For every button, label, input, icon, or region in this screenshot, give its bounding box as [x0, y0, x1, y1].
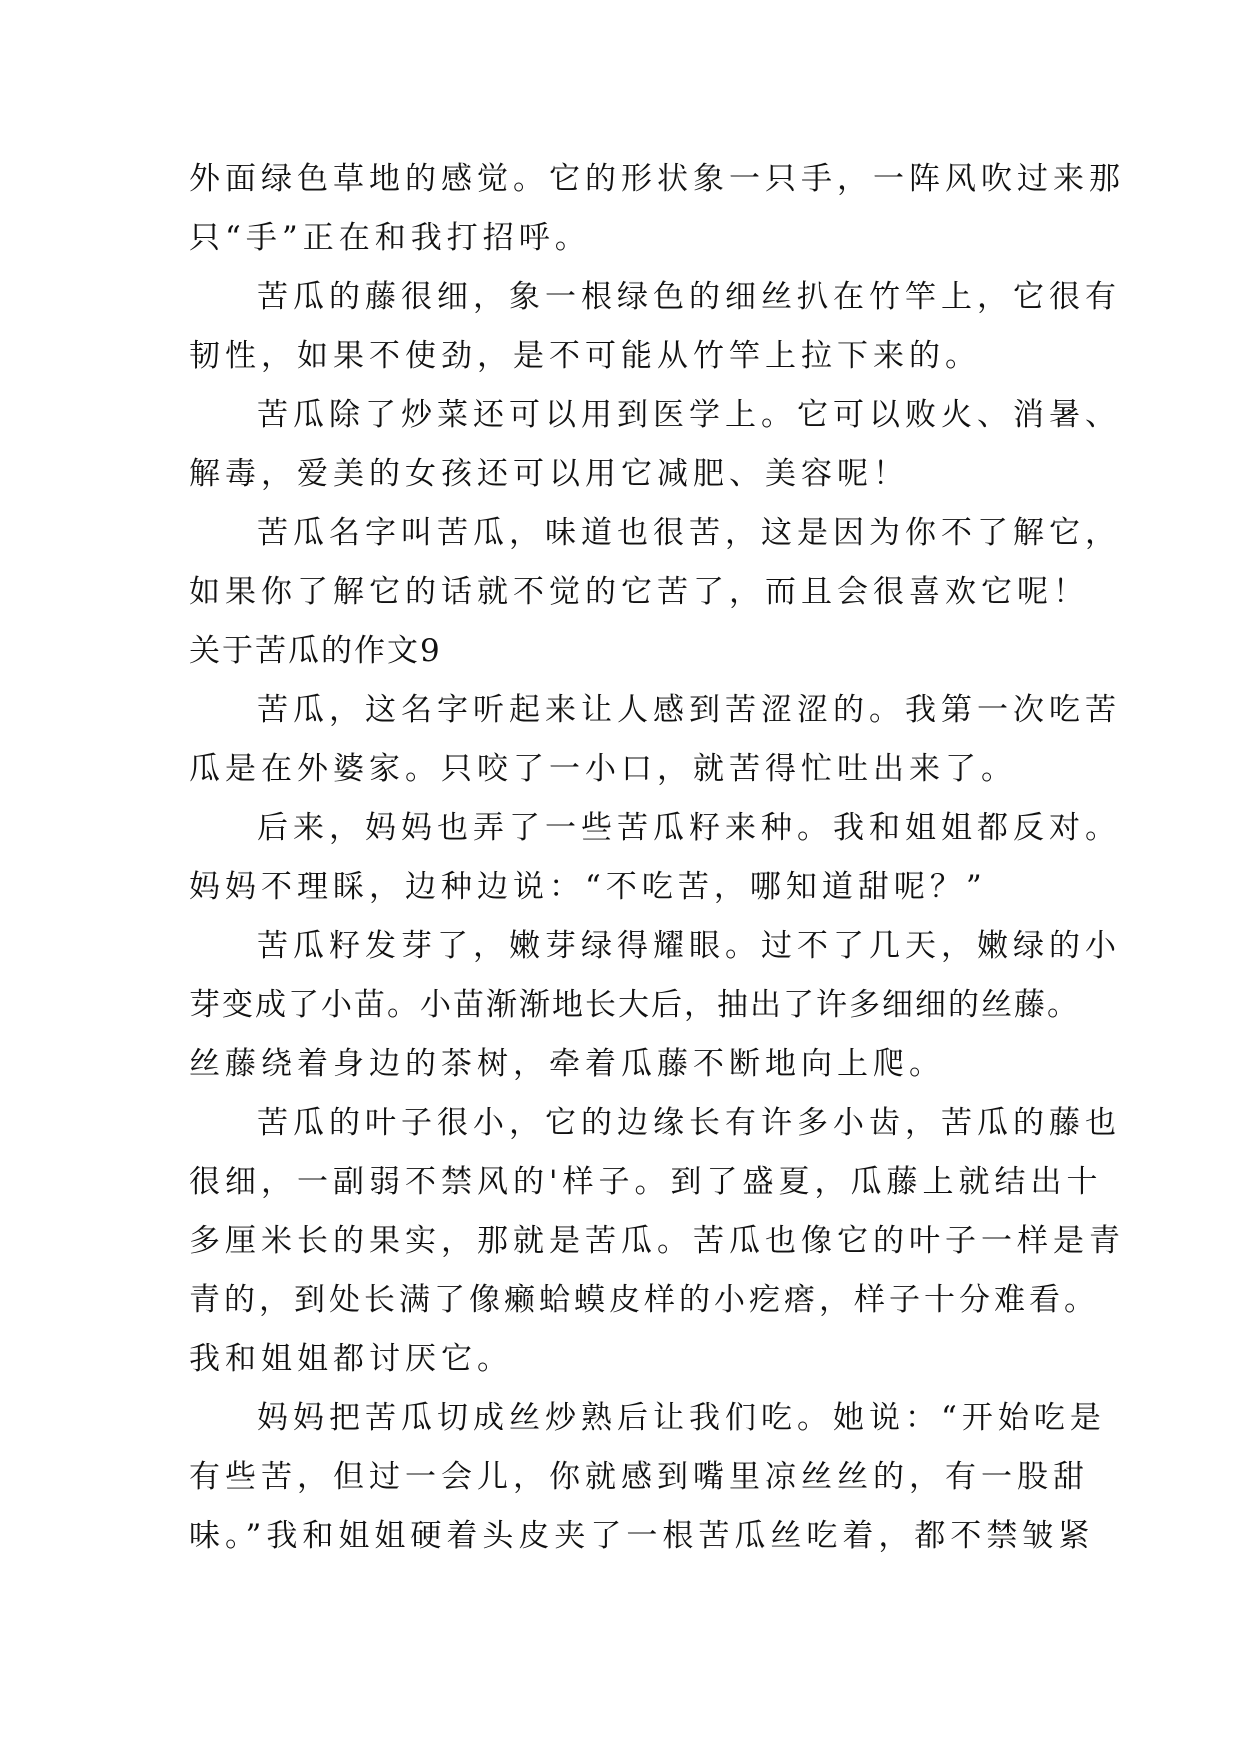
paragraph-first-line: 苦瓜名字叫苦瓜，味道也很苦，这是因为你不了解它，	[257, 515, 1121, 551]
text-line: 丝藤绕着身边的茶树，牵着瓜藤不断地向上爬。	[189, 1046, 945, 1082]
text-line: 解毒，爱美的女孩还可以用它减肥、美容呢！	[189, 456, 909, 492]
paragraph-first-line: 妈妈把苦瓜切成丝炒熟后让我们吃。她说：“开始吃是	[257, 1400, 1106, 1436]
paragraph-first-line: 苦瓜，这名字听起来让人感到苦涩涩的。我第一次吃苦	[257, 692, 1121, 728]
text-line: 青的，到处长满了像癞蛤蟆皮样的小疙瘩，样子十分难看。	[189, 1282, 1099, 1318]
text-line: 多厘米长的果实，那就是苦瓜。苦瓜也像它的叶子一样是青	[189, 1223, 1125, 1259]
paragraph-first-line: 苦瓜的叶子很小，它的边缘长有许多小齿，苦瓜的藤也	[257, 1105, 1121, 1141]
text-line: 瓜是在外婆家。只咬了一小口，就苦得忙吐出来了。	[189, 751, 1017, 787]
document-page	[189, 150, 1125, 1566]
text-line: 韧性，如果不使劲，是不可能从竹竿上拉下来的。	[189, 338, 981, 374]
paragraph-first-line: 苦瓜的藤很细，象一根绿色的细丝扒在竹竿上，它很有	[257, 279, 1121, 315]
text-line: 妈妈不理睬，边种边说：“不吃苦，哪知道甜呢？”	[189, 869, 987, 905]
text-line: 外面绿色草地的感觉。它的形状象一只手，一阵风吹过来那	[189, 161, 1125, 197]
text-line: 味。”我和姐姐硬着头皮夹了一根苦瓜丝吃着，都不禁皱紧	[189, 1518, 1095, 1554]
paragraph-first-line: 苦瓜籽发芽了，嫩芽绿得耀眼。过不了几天，嫩绿的小	[257, 928, 1121, 964]
text-line: 只“手”正在和我打招呼。	[189, 220, 591, 256]
text-line: 如果你了解它的话就不觉的它苦了，而且会很喜欢它呢！	[189, 574, 1089, 610]
text-line: 我和姐姐都讨厌它。	[189, 1341, 513, 1377]
text-line: 有些苦，但过一会儿，你就感到嘴里凉丝丝的，有一股甜	[189, 1459, 1089, 1495]
paragraph-first-line: 苦瓜除了炒菜还可以用到医学上。它可以败火、消暑、	[257, 397, 1121, 433]
text-line: 很细，一副弱不禁风的'样子。到了盛夏，瓜藤上就结出十	[189, 1164, 1103, 1200]
section-heading: 关于苦瓜的作文9	[189, 633, 442, 669]
paragraph-first-line: 后来，妈妈也弄了一些苦瓜籽来种。我和姐姐都反对。	[257, 810, 1121, 846]
text-line: 芽变成了小苗。小苗渐渐地长大后，抽出了许多细细的丝藤。	[189, 987, 1080, 1023]
